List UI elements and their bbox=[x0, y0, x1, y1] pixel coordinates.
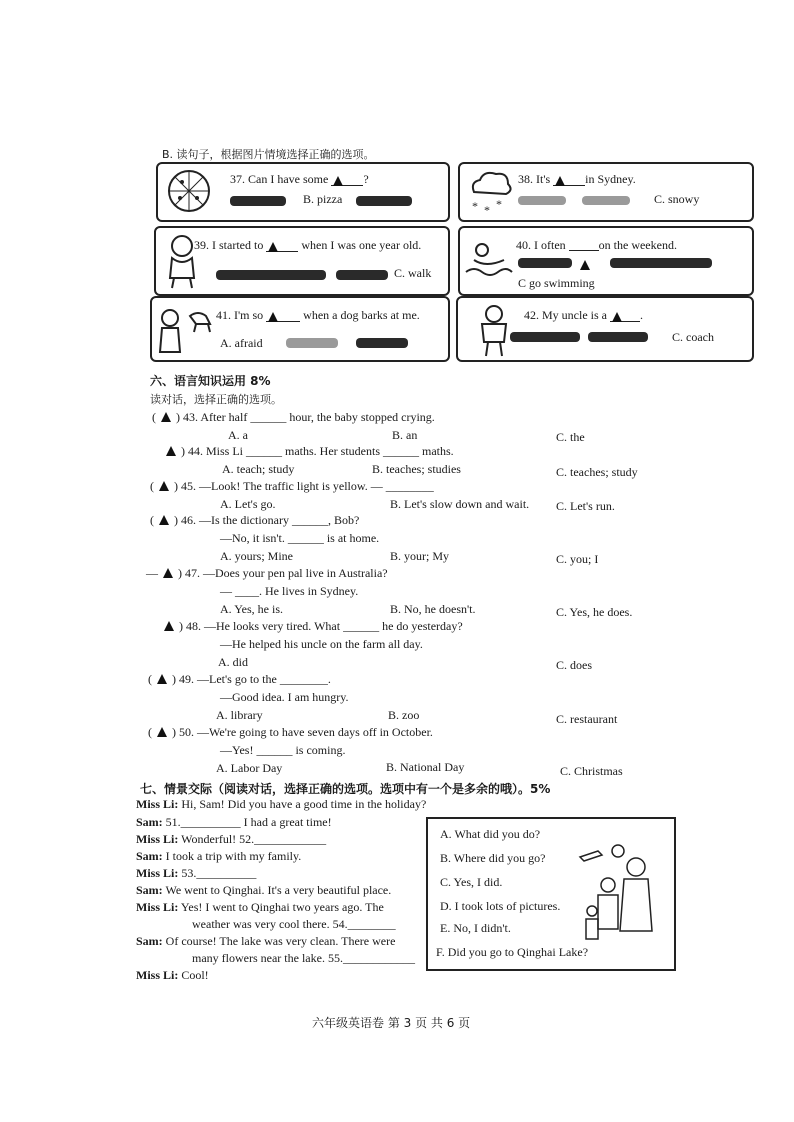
swimmer-icon bbox=[464, 238, 514, 286]
q47-option-b: B. No, he doesn't. bbox=[390, 602, 476, 616]
q50-option-b: B. National Day bbox=[386, 760, 465, 774]
q40-stem: 40. I often on the weekend. bbox=[516, 238, 677, 252]
scribble bbox=[518, 196, 566, 205]
dialogue-line: Sam: We went to Qinghai. It's a very beautiful place. bbox=[136, 883, 392, 897]
q39-option-c: C. walk bbox=[394, 266, 432, 280]
question-box-37 bbox=[156, 162, 450, 222]
q38-option-c: C. snowy bbox=[654, 192, 700, 206]
mc-question-44: ) 44. Miss Li ______ maths. Her students ______ maths. bbox=[164, 444, 454, 459]
mc-question-43: ( ) 43. After half ______ hour, the baby stopped crying. bbox=[152, 410, 435, 424]
child-and-dog-icon bbox=[156, 302, 216, 356]
q38-stem: 38. It's in Sydney. bbox=[518, 172, 636, 186]
q49-option-c: C. restaurant bbox=[556, 712, 618, 726]
option-e: E. No, I didn't. bbox=[440, 921, 511, 935]
dialogue-line: Miss Li: Yes! I went to Qinghai two years ago. The bbox=[136, 900, 384, 914]
q46-line2: —No, it isn't. ______ is at home. bbox=[220, 531, 380, 545]
q50-option-a: A. Labor Day bbox=[216, 761, 283, 775]
q40-option-c: C go swimming bbox=[518, 276, 595, 290]
mc-question-45: ( ) 45. —Look! The traffic light is yellow. — ________ bbox=[150, 479, 434, 493]
mc-question-47: — ) 47. —Does your pen pal live in Australia? bbox=[146, 566, 388, 580]
scribble bbox=[286, 338, 338, 348]
dialogue-line: Miss Li: Hi, Sam! Did you have a good time in the holiday? bbox=[136, 797, 427, 811]
q42-option-c: C. coach bbox=[672, 330, 714, 344]
option-a: A. What did you do? bbox=[440, 827, 541, 841]
option-c: C. Yes, I did. bbox=[440, 875, 503, 889]
scribble bbox=[230, 196, 286, 206]
q43-option-a: A. a bbox=[228, 428, 248, 442]
option-d: D. I took lots of pictures. bbox=[440, 899, 561, 913]
q44-option-b: B. teaches; studies bbox=[372, 462, 461, 476]
page-footer: 六年级英语卷 第 3 页 共 6 页 bbox=[312, 1016, 471, 1030]
q47-option-c: C. Yes, he does. bbox=[556, 605, 633, 619]
q45-option-c: C. Let's run. bbox=[556, 499, 615, 513]
snow-cloud-icon bbox=[468, 168, 514, 216]
answer-marker-icon bbox=[578, 256, 592, 274]
scribble bbox=[356, 196, 412, 206]
q47-option-a: A. Yes, he is. bbox=[220, 602, 284, 616]
man-icon bbox=[474, 302, 514, 358]
q50-option-c: C. Christmas bbox=[560, 764, 623, 778]
question-box-38 bbox=[458, 162, 754, 222]
q46-option-a: A. yours; Mine bbox=[220, 549, 293, 563]
dialogue-line: Miss Li: Wonderful! 52.____________ bbox=[136, 832, 327, 846]
dialogue-line: many flowers near the lake. 55.____________ bbox=[192, 951, 415, 965]
family-travel-icon bbox=[578, 841, 664, 945]
scribble bbox=[582, 196, 630, 205]
q49-line2: —Good idea. I am hungry. bbox=[220, 690, 349, 704]
section-b-instruction: B. 读句子，根据图片情境选择正确的选项。 bbox=[162, 148, 375, 161]
question-box-40 bbox=[458, 226, 754, 296]
dialogue-line: Sam: I took a trip with my family. bbox=[136, 849, 302, 863]
q46-option-b: B. your; My bbox=[390, 549, 450, 563]
q46-option-c: C. you; I bbox=[556, 552, 599, 566]
mc-question-50: ( ) 50. —We're going to have seven days off in October. bbox=[148, 725, 433, 739]
mc-question-46: ( ) 46. —Is the dictionary ______, Bob? bbox=[150, 513, 360, 527]
q47-line2: — ____. He lives in Sydney. bbox=[220, 584, 359, 598]
dialogue-line: Sam: 51.__________ I had a great time! bbox=[136, 815, 332, 829]
q49-option-a: A. library bbox=[216, 708, 263, 722]
q39-stem: 39. I started to when I was one year old. bbox=[194, 238, 422, 252]
answer-options-box bbox=[426, 817, 676, 971]
pizza-icon bbox=[164, 168, 214, 214]
dialogue-line: weather was very cool there. 54.________ bbox=[192, 917, 396, 931]
q44-option-a: A. teach; study bbox=[222, 462, 295, 476]
q37-stem: 37. Can I have some ? bbox=[230, 172, 369, 186]
scribble bbox=[610, 258, 712, 268]
q50-line2: —Yes! ______ is coming. bbox=[220, 743, 346, 757]
q48-option-a: A. did bbox=[218, 655, 248, 669]
q48-option-c: C. does bbox=[556, 658, 592, 672]
q48-line2: —He helped his uncle on the farm all day. bbox=[220, 637, 423, 651]
svg-text:*: * bbox=[496, 197, 502, 211]
section7-title: 七、情景交际（阅读对话，选择正确的选项。选项中有一个是多余的哦）。5% bbox=[140, 782, 551, 796]
question-box-39 bbox=[154, 226, 450, 296]
svg-text:*: * bbox=[472, 199, 478, 213]
q43-option-c: C. the bbox=[556, 430, 585, 444]
section6-title: 六、语言知识运用 8% bbox=[150, 374, 271, 388]
dialogue-line: Miss Li: Cool! bbox=[136, 968, 209, 982]
q43-option-b: B. an bbox=[392, 428, 418, 442]
scribble bbox=[588, 332, 648, 342]
q41-option-a: A. afraid bbox=[220, 336, 263, 350]
scribble bbox=[356, 338, 408, 348]
scribble bbox=[518, 258, 572, 268]
q45-option-a: A. Let's go. bbox=[220, 497, 276, 511]
scribble bbox=[336, 270, 388, 280]
q41-stem: 41. I'm so when a dog barks at me. bbox=[216, 308, 420, 322]
q44-option-c: C. teaches; study bbox=[556, 465, 638, 479]
q49-option-b: B. zoo bbox=[388, 708, 420, 722]
option-f: F. Did you go to Qinghai Lake? bbox=[436, 945, 589, 959]
q37-option-b: B. pizza bbox=[303, 192, 343, 206]
scribble bbox=[216, 270, 326, 280]
scribble bbox=[510, 332, 580, 342]
svg-text:*: * bbox=[484, 203, 490, 216]
question-box-42 bbox=[456, 296, 754, 362]
q45-option-b: B. Let's slow down and wait. bbox=[390, 497, 530, 511]
dialogue-line: Miss Li: 53.__________ bbox=[136, 866, 257, 880]
question-box-41 bbox=[150, 296, 450, 362]
q42-stem: 42. My uncle is a . bbox=[524, 308, 643, 322]
section6-instruction: 读对话，选择正确的选项。 bbox=[150, 393, 282, 406]
option-b: B. Where did you go? bbox=[440, 851, 546, 865]
dialogue-line: Sam: Of course! The lake was very clean. There were bbox=[136, 934, 396, 948]
mc-question-49: ( ) 49. —Let's go to the ________. bbox=[148, 672, 331, 686]
mc-question-48: ) 48. —He looks very tired. What ______ he do yesterday? bbox=[162, 619, 463, 634]
